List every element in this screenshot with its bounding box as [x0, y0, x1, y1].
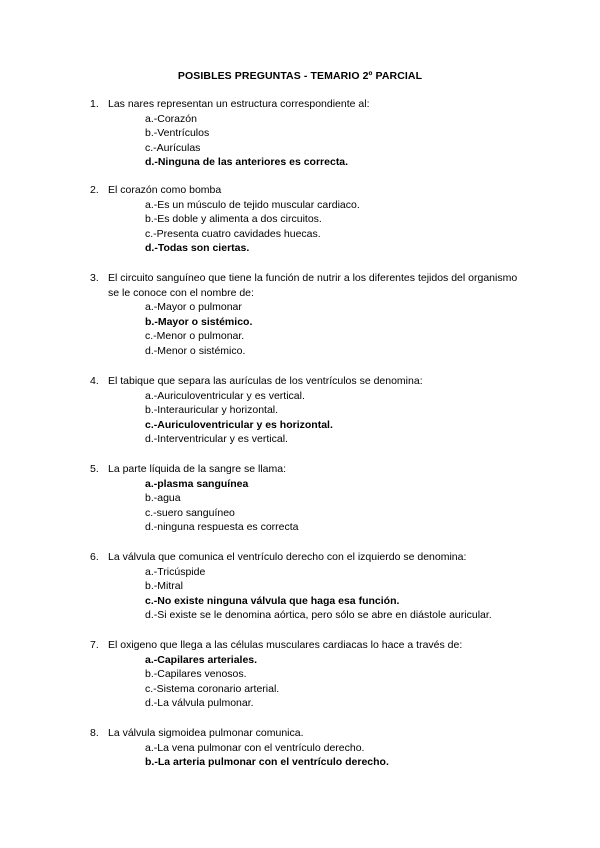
- correct-answer-option: b.-Mayor o sistémico.: [145, 315, 253, 328]
- question-text: El circuito sanguíneo que tiene la función de nutrir a los diferentes tejidos del organismo se le conoce con el nombre de:: [108, 272, 518, 299]
- answer-option: c.-Aurículas: [145, 141, 201, 154]
- answer-options: [145, 198, 530, 256]
- answer-options: [145, 112, 530, 170]
- question-number: 7.: [90, 639, 99, 651]
- answer-option: a.-Tricúspide: [145, 565, 206, 578]
- answer-options: [145, 477, 530, 535]
- answer-option: d.-ninguna respuesta es correcta: [145, 521, 299, 534]
- answer-options: [145, 741, 530, 770]
- answer-option: b.-Capilares venosos.: [145, 668, 247, 681]
- answer-option: a.-Es un músculo de tejido muscular cardiaco.: [145, 198, 360, 211]
- question-item: [90, 638, 530, 711]
- answer-option: c.-Sistema coronario arterial.: [145, 682, 280, 695]
- answer-option: a.-Auriculoventricular y es vertical.: [145, 389, 305, 402]
- question-number: 5.: [90, 463, 99, 475]
- answer-option: b.-agua: [145, 492, 181, 505]
- question-text: El tabique que separa las aurículas de los ventrículos se denomina:: [108, 375, 423, 387]
- correct-answer-option: d.-Ninguna de las anteriores es correcta.: [145, 156, 349, 169]
- question-text: La válvula que comunica el ventrículo derecho con el izquierdo se denomina:: [108, 551, 467, 563]
- question-number: 3.: [90, 272, 99, 284]
- answer-option: c.-suero sanguíneo: [145, 506, 235, 519]
- question-text: El corazón como bomba: [108, 184, 222, 196]
- correct-answer-option: b.-La arteria pulmonar con el ventrículo derecho.: [145, 756, 389, 769]
- question-item: [90, 726, 530, 770]
- answer-option: d.-Interventricular y es vertical.: [145, 433, 288, 446]
- question-number: 2.: [90, 184, 99, 196]
- answer-option: b.-Es doble y alimenta a dos circuitos.: [145, 213, 322, 226]
- correct-answer-option: a.-plasma sanguínea: [145, 477, 249, 490]
- answer-option: a.-Corazón: [145, 112, 197, 125]
- question-number: 6.: [90, 551, 99, 563]
- question-text: La válvula sigmoidea pulmonar comunica.: [108, 727, 304, 739]
- question-number: 1.: [90, 98, 99, 110]
- page-title: POSIBLES PREGUNTAS - TEMARIO 2º PARCIAL: [177, 70, 423, 82]
- question-number: 4.: [90, 375, 99, 387]
- answer-option: b.-Interauricular y horizontal.: [145, 404, 279, 417]
- question-item: [90, 271, 530, 359]
- question-text: Las nares representan un estructura correspondiente al:: [108, 98, 370, 110]
- answer-option: c.-Presenta cuatro cavidades huecas.: [145, 227, 321, 240]
- question-text: El oxigeno que llega a las células musculares cardiacas lo hace a través de:: [108, 639, 463, 651]
- correct-answer-option: a.-Capilares arteriales.: [145, 653, 258, 666]
- question-text: La parte líquida de la sangre se llama:: [108, 463, 287, 475]
- correct-answer-option: c.-No existe ninguna válvula que haga esa función.: [145, 594, 400, 607]
- answer-options: [145, 653, 530, 711]
- question-number: 8.: [90, 727, 99, 739]
- answer-options: [145, 389, 530, 447]
- answer-option: a.-La vena pulmonar con el ventrículo derecho.: [145, 741, 365, 754]
- answer-option: c.-Menor o pulmonar.: [145, 330, 245, 343]
- correct-answer-option: c.-Auriculoventricular y es horizontal.: [145, 418, 333, 431]
- answer-option: a.-Mayor o pulmonar: [145, 301, 242, 314]
- question-item: [90, 550, 530, 623]
- answer-option: d.-Si existe se le denomina aórtica, pero sólo se abre en diástole auricular.: [145, 609, 492, 622]
- answer-option: b.-Mitral: [145, 580, 183, 593]
- question-item: [90, 97, 530, 170]
- question-item: [90, 374, 530, 447]
- answer-options: [145, 565, 530, 623]
- answer-option: d.-La válvula pulmonar.: [145, 697, 254, 710]
- answer-options: [145, 300, 530, 358]
- correct-answer-option: d.-Todas son ciertas.: [145, 242, 250, 255]
- answer-option: b.-Ventrículos: [145, 127, 210, 140]
- answer-option: d.-Menor o sistémico.: [145, 344, 246, 357]
- question-item: [90, 183, 530, 256]
- question-item: [90, 462, 530, 535]
